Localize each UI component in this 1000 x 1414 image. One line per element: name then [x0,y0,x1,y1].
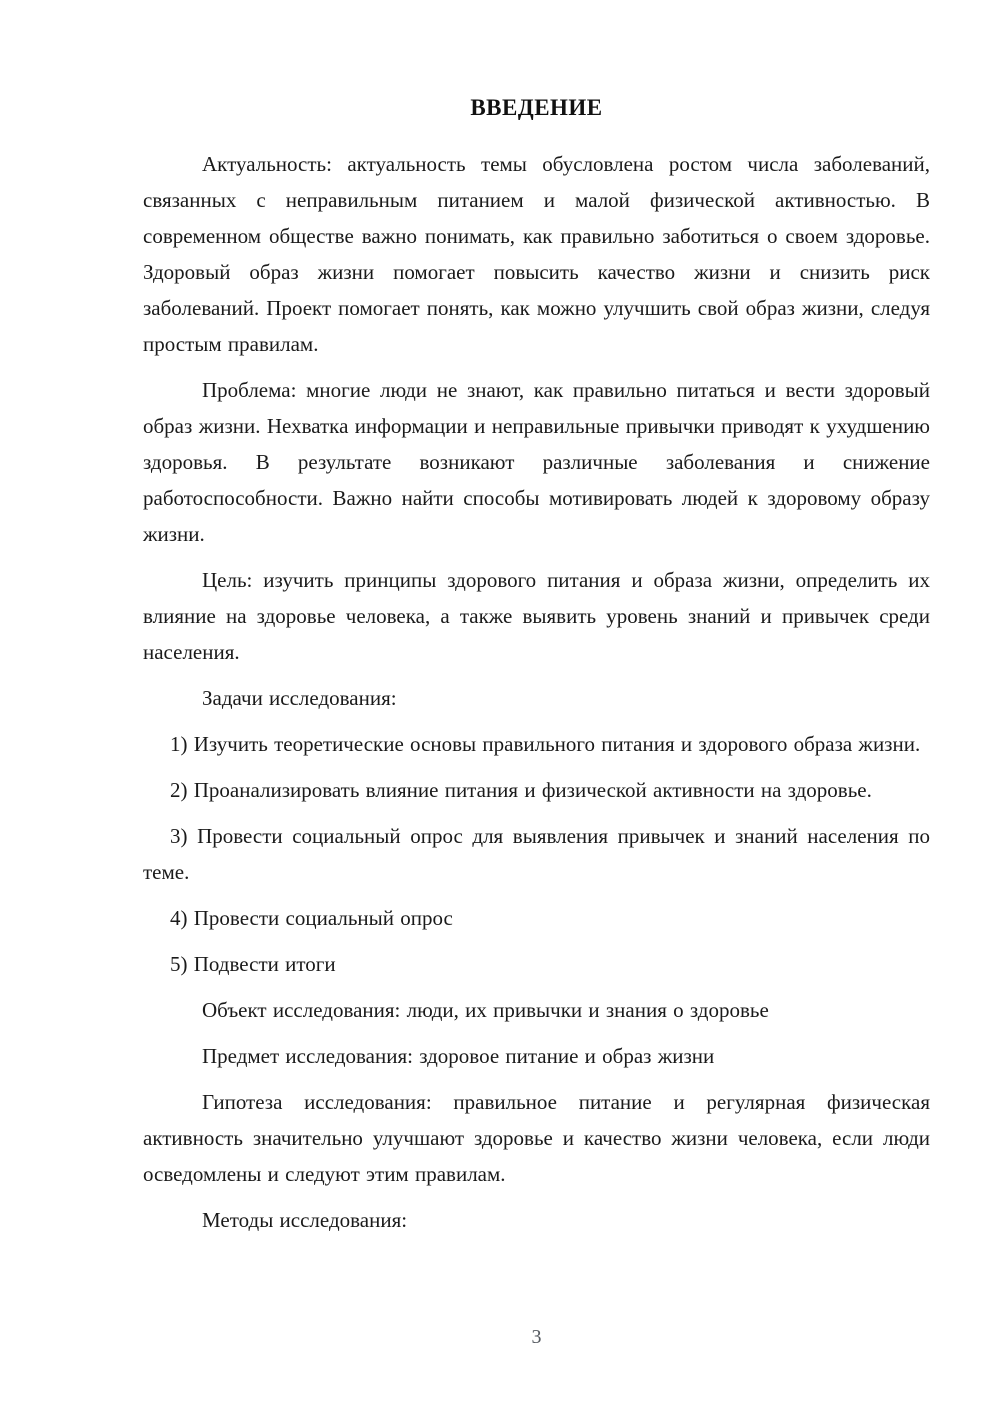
page-number: 3 [531,1326,542,1348]
task-item-4: 4) Провести социальный опрос [170,906,453,930]
paragraph-relevance: Актуальность: актуальность темы обусловлена ростом числа заболеваний, связанных с неправильным питанием и малой физической активностью. В современном обществе важно понимать, как правильно заботиться о своем здоровье. Здоровый образ жизни помогает повысить качество жизни и снизить риск заболеваний. Проект помогает понять, как можно улучшить свой образ жизни, следуя простым правилам. [143,152,930,356]
task-item-1: 1) Изучить теоретические основы правильного питания и здорового образа жизни. [170,732,921,756]
paragraph-problem: Проблема: многие люди не знают, как правильно питаться и вести здоровый образ жизни. Нехватка информации и неправильные привычки приводят к ухудшению здоровья. В результате возникают различные заболевания и снижение работоспособности. Важно найти способы мотивировать людей к здоровому образу жизни. [143,378,930,546]
document-content [143,92,930,1238]
paragraph-tasks-heading: Задачи исследования: [202,686,397,710]
task-item-3: 3) Провести социальный опрос для выявления привычек и знаний населения по теме. [143,824,930,884]
page-title: ВВЕДЕНИЕ [470,95,603,120]
paragraph-subject: Предмет исследования: здоровое питание и образ жизни [202,1044,715,1068]
task-item-2: 2) Проанализировать влияние питания и физической активности на здоровье. [170,778,872,802]
paragraph-goal: Цель: изучить принципы здорового питания и образа жизни, определить их влияние на здоровье человека, а также выявить уровень знаний и привычек среди населения. [143,568,930,664]
paragraph-methods-heading: Методы исследования: [202,1208,408,1232]
task-item-5: 5) Подвести итоги [170,952,336,976]
paragraph-object: Объект исследования: люди, их привычки и знания о здоровье [202,998,769,1022]
paragraph-hypothesis: Гипотеза исследования: правильное питание и регулярная физическая активность значительно улучшают здоровье и качество жизни человека, если люди осведомлены и следуют этим правилам. [143,1090,930,1186]
